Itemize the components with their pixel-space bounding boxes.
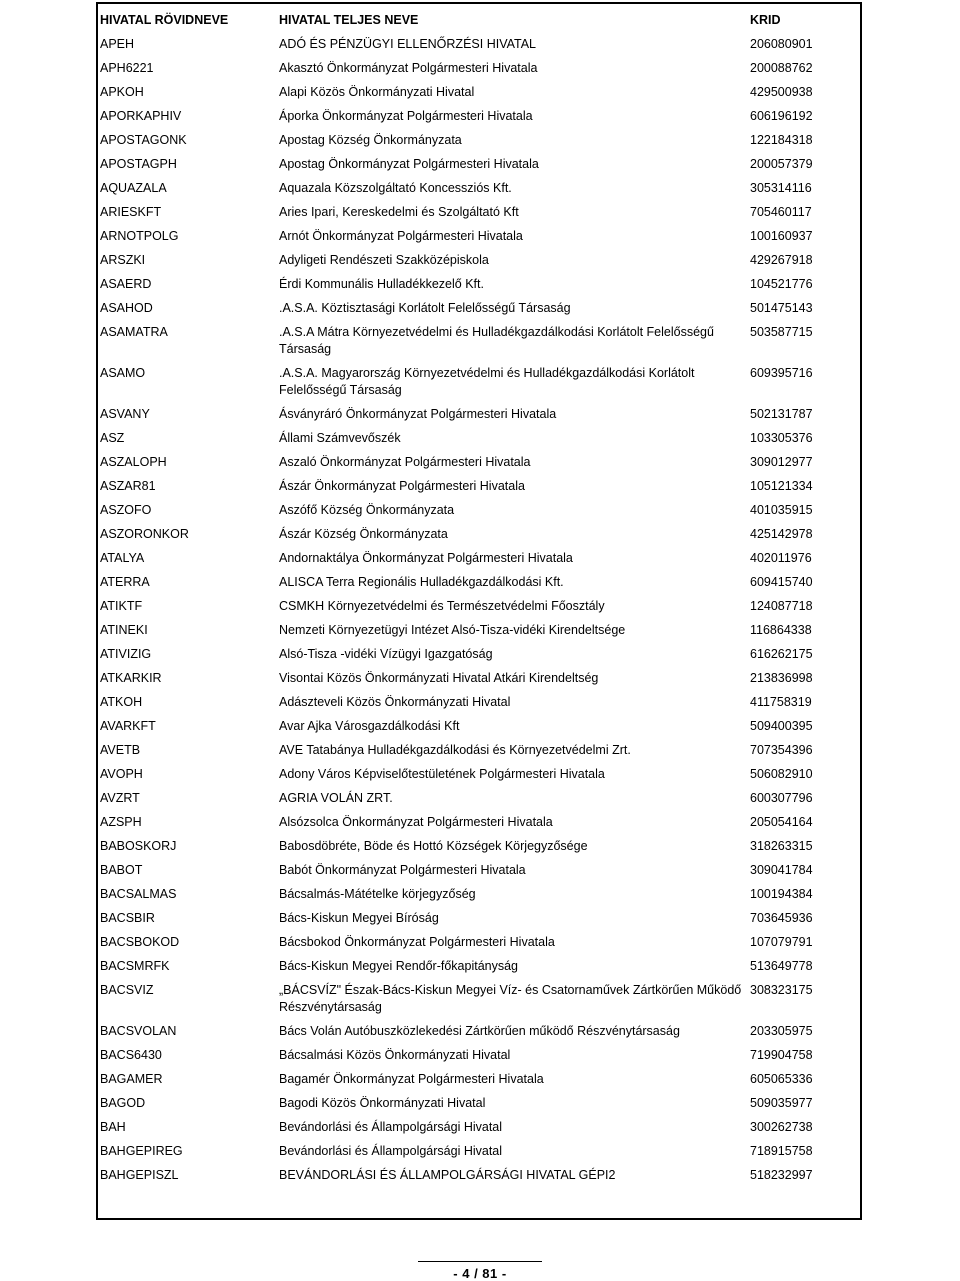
table-row: [98, 932, 860, 956]
cell-full-name: Bevándorlási és Állampolgársági Hivatal: [279, 1144, 503, 1158]
cell-full-name: Apostag Önkormányzat Polgármesteri Hivatala: [279, 157, 539, 171]
cell-short-name: ASZOFO: [100, 503, 152, 517]
table-body: [98, 34, 860, 1189]
cell-full-name: Adásztevеli Közös Önkormányzati Hivatal: [279, 695, 511, 709]
cell-krid: 425142978: [750, 527, 813, 541]
cell-krid: 605065336: [750, 1072, 813, 1086]
cell-krid: 518232997: [750, 1168, 813, 1182]
cell-short-name: ASVANY: [100, 407, 150, 421]
cell-short-name: AVZRT: [100, 791, 140, 805]
cell-full-name: Alapi Közös Önkormányzati Hivatal: [279, 85, 475, 99]
cell-full-name: Bagamér Önkormányzat Polgármesteri Hivatala: [279, 1072, 544, 1086]
cell-krid: 100160937: [750, 229, 813, 243]
cell-short-name: ASAERD: [100, 277, 152, 291]
cell-krid: 300262738: [750, 1120, 813, 1134]
cell-short-name: ASAMATRA: [100, 325, 168, 339]
cell-full-name: Bácsalmás-Mátételke körjegyzőség: [279, 887, 476, 901]
cell-short-name: ATIVIZIG: [100, 647, 152, 661]
table-row: [98, 740, 860, 764]
cell-short-name: BAH: [100, 1120, 126, 1134]
cell-short-name: BACS6430: [100, 1048, 162, 1062]
table-row: [98, 1141, 860, 1165]
cell-full-name: CSMKH Környezetvédelmi és Természetvédelmi Főosztály: [279, 599, 605, 613]
table-row: [98, 226, 860, 250]
cell-krid: 506082910: [750, 767, 813, 781]
cell-short-name: APOSTAGONK: [100, 133, 187, 147]
table-row: [98, 548, 860, 572]
cell-full-name: BEVÁNDORLÁSI ÉS ÁLLAMPOLGÁRSÁGI HIVATAL GÉPI2: [279, 1168, 616, 1182]
cell-short-name: AQUAZALA: [100, 181, 167, 195]
cell-krid: 600307796: [750, 791, 813, 805]
cell-short-name: ASZALOPH: [100, 455, 167, 469]
footer-rule: [418, 1261, 542, 1262]
table-row: [98, 1045, 860, 1069]
cell-full-name: Bács Volán Autóbuszközlekedési Zártkörűen működő Részvénytársaság: [279, 1024, 680, 1038]
cell-krid: 502131787: [750, 407, 813, 421]
cell-full-name: Nemzeti Környezetügyi Intézet Alsó-Tisza-vidéki Kirendeltsége: [279, 623, 626, 637]
cell-full-name: .A.S.A. Köztisztasági Korlátolt Felelősségű Társaság: [279, 301, 571, 315]
cell-full-name: Adyligeti Rendészeti Szakközépiskola: [279, 253, 489, 267]
cell-full-name: ADÓ ÉS PÉNZÜGYI ELLENŐRZÉSI HIVATAL: [279, 37, 537, 51]
cell-full-name: Apostag Község Önkormányzata: [279, 133, 462, 147]
cell-krid: 318263315: [750, 839, 813, 853]
cell-short-name: ARIESKFT: [100, 205, 162, 219]
cell-full-name: Andornaktálya Önkormányzat Polgármesteri Hivatala: [279, 551, 573, 565]
table-row: [98, 572, 860, 596]
cell-short-name: AVARKFT: [100, 719, 156, 733]
cell-krid: 309012977: [750, 455, 813, 469]
cell-krid: 122184318: [750, 133, 813, 147]
cell-full-name: Aquazala Közszolgáltató Koncessziós Kft.: [279, 181, 512, 195]
cell-krid: 509035977: [750, 1096, 813, 1110]
cell-krid: 107079791: [750, 935, 813, 949]
cell-short-name: BAHGEPISZL: [100, 1168, 179, 1182]
table-row: [98, 250, 860, 274]
table-row: [98, 956, 860, 980]
table-row: [98, 812, 860, 836]
table-row: [98, 980, 860, 1021]
cell-short-name: AZSPH: [100, 815, 142, 829]
cell-short-name: BABOT: [100, 863, 143, 877]
table-row: [98, 836, 860, 860]
cell-krid: 124087718: [750, 599, 813, 613]
table-row: [98, 298, 860, 322]
cell-short-name: ARNOTPOLG: [100, 229, 179, 243]
cell-short-name: BACSVIZ: [100, 983, 154, 997]
cell-full-name: Ászár Önkormányzat Polgármesteri Hivatala: [279, 479, 525, 493]
cell-krid: 718915758: [750, 1144, 813, 1158]
cell-short-name: ATERRA: [100, 575, 150, 589]
table-row: [98, 860, 860, 884]
cell-full-name: Érdi Kommunális Hulladékkezelő Kft.: [279, 277, 484, 291]
table-row: [98, 428, 860, 452]
header-krid: KRID: [750, 13, 781, 27]
cell-short-name: BAGOD: [100, 1096, 146, 1110]
cell-full-name: Ásványráró Önkormányzat Polgármesteri Hivatala: [279, 407, 557, 421]
cell-full-name: Alsózsolca Önkormányzat Polgármesteri Hivatala: [279, 815, 553, 829]
table-row: [98, 106, 860, 130]
cell-krid: 213836998: [750, 671, 813, 685]
cell-full-name: Bácsbokod Önkormányzat Polgármesteri Hivatala: [279, 935, 555, 949]
page-number: - 4 / 81 -: [453, 1266, 507, 1281]
table-row: [98, 1069, 860, 1093]
cell-full-name: Állami Számvevőszék: [279, 431, 401, 445]
table-row: [98, 1093, 860, 1117]
cell-full-name: Ászár Község Önkormányzata: [279, 527, 448, 541]
cell-krid: 509400395: [750, 719, 813, 733]
cell-krid: 609395716: [750, 366, 813, 380]
cell-full-name: Bács-Kiskun Megyei Rendőr-főkapitányság: [279, 959, 519, 973]
table-row: [98, 668, 860, 692]
cell-full-name: Avar Ajka Városgazdálkodási Kft: [279, 719, 460, 733]
table-row: [98, 1021, 860, 1045]
cell-short-name: BAGAMER: [100, 1072, 163, 1086]
cell-short-name: ASAMO: [100, 366, 146, 380]
cell-short-name: BABOSKORJ: [100, 839, 177, 853]
cell-short-name: ASAHOD: [100, 301, 153, 315]
table-row: [98, 644, 860, 668]
cell-full-name: ALISCA Terra Regionális Hulladékgazdálkodási Kft.: [279, 575, 564, 589]
cell-short-name: BACSBIR: [100, 911, 155, 925]
cell-full-name: Áporka Önkormányzat Polgármesteri Hivatala: [279, 109, 533, 123]
cell-full-name: Bevándorlási és Állampolgársági Hivatal: [279, 1120, 503, 1134]
cell-full-name: „BÁCSVÍZ" Észak-Bács-Kiskun Megyei Víz- és Csatornaművek Zártkörűen Működő Részvénytársaság: [279, 983, 742, 1014]
header-short-name: HIVATAL RÖVIDNEVE: [100, 13, 229, 27]
cell-krid: 105121334: [750, 479, 813, 493]
cell-short-name: AVETB: [100, 743, 141, 757]
table-row: [98, 596, 860, 620]
cell-full-name: Arnót Önkormányzat Polgármesteri Hivatala: [279, 229, 523, 243]
cell-full-name: Adony Város Képviselőtestületének Polgármesteri Hivatala: [279, 767, 605, 781]
table-row: [98, 154, 860, 178]
cell-krid: 411758319: [750, 695, 812, 709]
cell-krid: 705460117: [750, 205, 812, 219]
cell-short-name: ASZ: [100, 431, 125, 445]
cell-krid: 205054164: [750, 815, 813, 829]
cell-short-name: BACSBOKOD: [100, 935, 180, 949]
cell-krid: 103305376: [750, 431, 813, 445]
cell-full-name: Aries Ipari, Kereskedelmi és Szolgáltató Kft: [279, 205, 519, 219]
cell-krid: 429267918: [750, 253, 813, 267]
cell-full-name: Akasztó Önkormányzat Polgármesteri Hivatala: [279, 61, 538, 75]
cell-full-name: .A.S.A Mátra Környezetvédelmi és Hulladékgazdálkodási Korlátolt Felelősségű Társaság: [279, 325, 714, 356]
cell-short-name: ATALYA: [100, 551, 145, 565]
cell-krid: 609415740: [750, 575, 813, 589]
table-row: [98, 908, 860, 932]
table-row: [98, 620, 860, 644]
cell-krid: 206080901: [750, 37, 813, 51]
cell-short-name: BAHGEPIREG: [100, 1144, 183, 1158]
cell-full-name: AVE Tatabánya Hulladékgazdálkodási és Környezetvédelmi Zrt.: [279, 743, 631, 757]
cell-full-name: Babosdöbréte, Böde és Hottó Községek Körjegyzősége: [279, 839, 588, 853]
table-row: [98, 716, 860, 740]
cell-short-name: ASZORONKOR: [100, 527, 189, 541]
cell-full-name: .A.S.A. Magyarország Környezetvédelmi és Hulladékgazdálkodási Korlátolt Felelősségű Társaság: [279, 366, 695, 397]
table-row: [98, 1117, 860, 1141]
cell-short-name: ARSZKI: [100, 253, 146, 267]
office-table: [98, 4, 860, 1189]
table-row: [98, 500, 860, 524]
cell-krid: 305314116: [750, 181, 812, 195]
table-row: [98, 322, 860, 363]
cell-short-name: BACSMRFK: [100, 959, 170, 973]
cell-krid: 309041784: [750, 863, 813, 877]
cell-krid: 513649778: [750, 959, 813, 973]
header-full-name: HIVATAL TELJES NEVE: [279, 13, 419, 27]
table-row: [98, 764, 860, 788]
table-row: [98, 524, 860, 548]
cell-short-name: BACSALMAS: [100, 887, 177, 901]
cell-full-name: Bács-Kiskun Megyei Bíróság: [279, 911, 439, 925]
cell-krid: 203305975: [750, 1024, 813, 1038]
cell-krid: 116864338: [750, 623, 812, 637]
cell-short-name: ATIKTF: [100, 599, 143, 613]
cell-krid: 402011976: [750, 551, 812, 565]
table-row: [98, 178, 860, 202]
cell-full-name: Alsó-Tisza -vidéki Vízügyi Igazgatóság: [279, 647, 493, 661]
cell-krid: 707354396: [750, 743, 813, 757]
cell-krid: 401035915: [750, 503, 813, 517]
table-row: [98, 884, 860, 908]
cell-krid: 606196192: [750, 109, 813, 123]
cell-krid: 200088762: [750, 61, 813, 75]
cell-krid: 719904758: [750, 1048, 813, 1062]
document-frame: [96, 2, 862, 1220]
cell-krid: 308323175: [750, 983, 813, 997]
cell-short-name: BACSVOLAN: [100, 1024, 177, 1038]
cell-krid: 501475143: [750, 301, 813, 315]
cell-full-name: Bagodi Közös Önkormányzati Hivatal: [279, 1096, 486, 1110]
table-row: [98, 82, 860, 106]
cell-full-name: Aszaló Önkormányzat Polgármesteri Hivatala: [279, 455, 531, 469]
table-row: [98, 130, 860, 154]
cell-short-name: ASZAR81: [100, 479, 156, 493]
cell-krid: 616262175: [750, 647, 813, 661]
cell-full-name: Aszófő Község Önkormányzata: [279, 503, 455, 517]
cell-krid: 703645936: [750, 911, 813, 925]
table-row: [98, 274, 860, 298]
table-row: [98, 363, 860, 404]
cell-short-name: APH6221: [100, 61, 154, 75]
cell-krid: 104521776: [750, 277, 813, 291]
cell-krid: 503587715: [750, 325, 813, 339]
cell-full-name: Visontai Közös Önkormányzati Hivatal Atkári Kirendeltség: [279, 671, 599, 685]
cell-short-name: AVOPH: [100, 767, 143, 781]
table-row: [98, 692, 860, 716]
table-row: [98, 452, 860, 476]
table-row: [98, 788, 860, 812]
cell-krid: 429500938: [750, 85, 813, 99]
table-row: [98, 1165, 860, 1189]
cell-short-name: APKOH: [100, 85, 144, 99]
cell-short-name: ATINEKI: [100, 623, 148, 637]
table-row: [98, 34, 860, 58]
cell-krid: 100194384: [750, 887, 813, 901]
cell-full-name: Bácsalmási Közös Önkormányzati Hivatal: [279, 1048, 511, 1062]
table-row: [98, 58, 860, 82]
table-row: [98, 404, 860, 428]
cell-short-name: APOSTAGPH: [100, 157, 177, 171]
cell-short-name: ATKOH: [100, 695, 143, 709]
cell-full-name: AGRIA VOLÁN ZRT.: [279, 791, 393, 805]
table-row: [98, 476, 860, 500]
table-header: [98, 4, 860, 34]
cell-short-name: APORKAPHIV: [100, 109, 182, 123]
cell-full-name: Babót Önkormányzat Polgármesteri Hivatala: [279, 863, 526, 877]
cell-krid: 200057379: [750, 157, 813, 171]
cell-short-name: ATKARKIR: [100, 671, 162, 685]
table-row: [98, 202, 860, 226]
cell-short-name: APEH: [100, 37, 135, 51]
